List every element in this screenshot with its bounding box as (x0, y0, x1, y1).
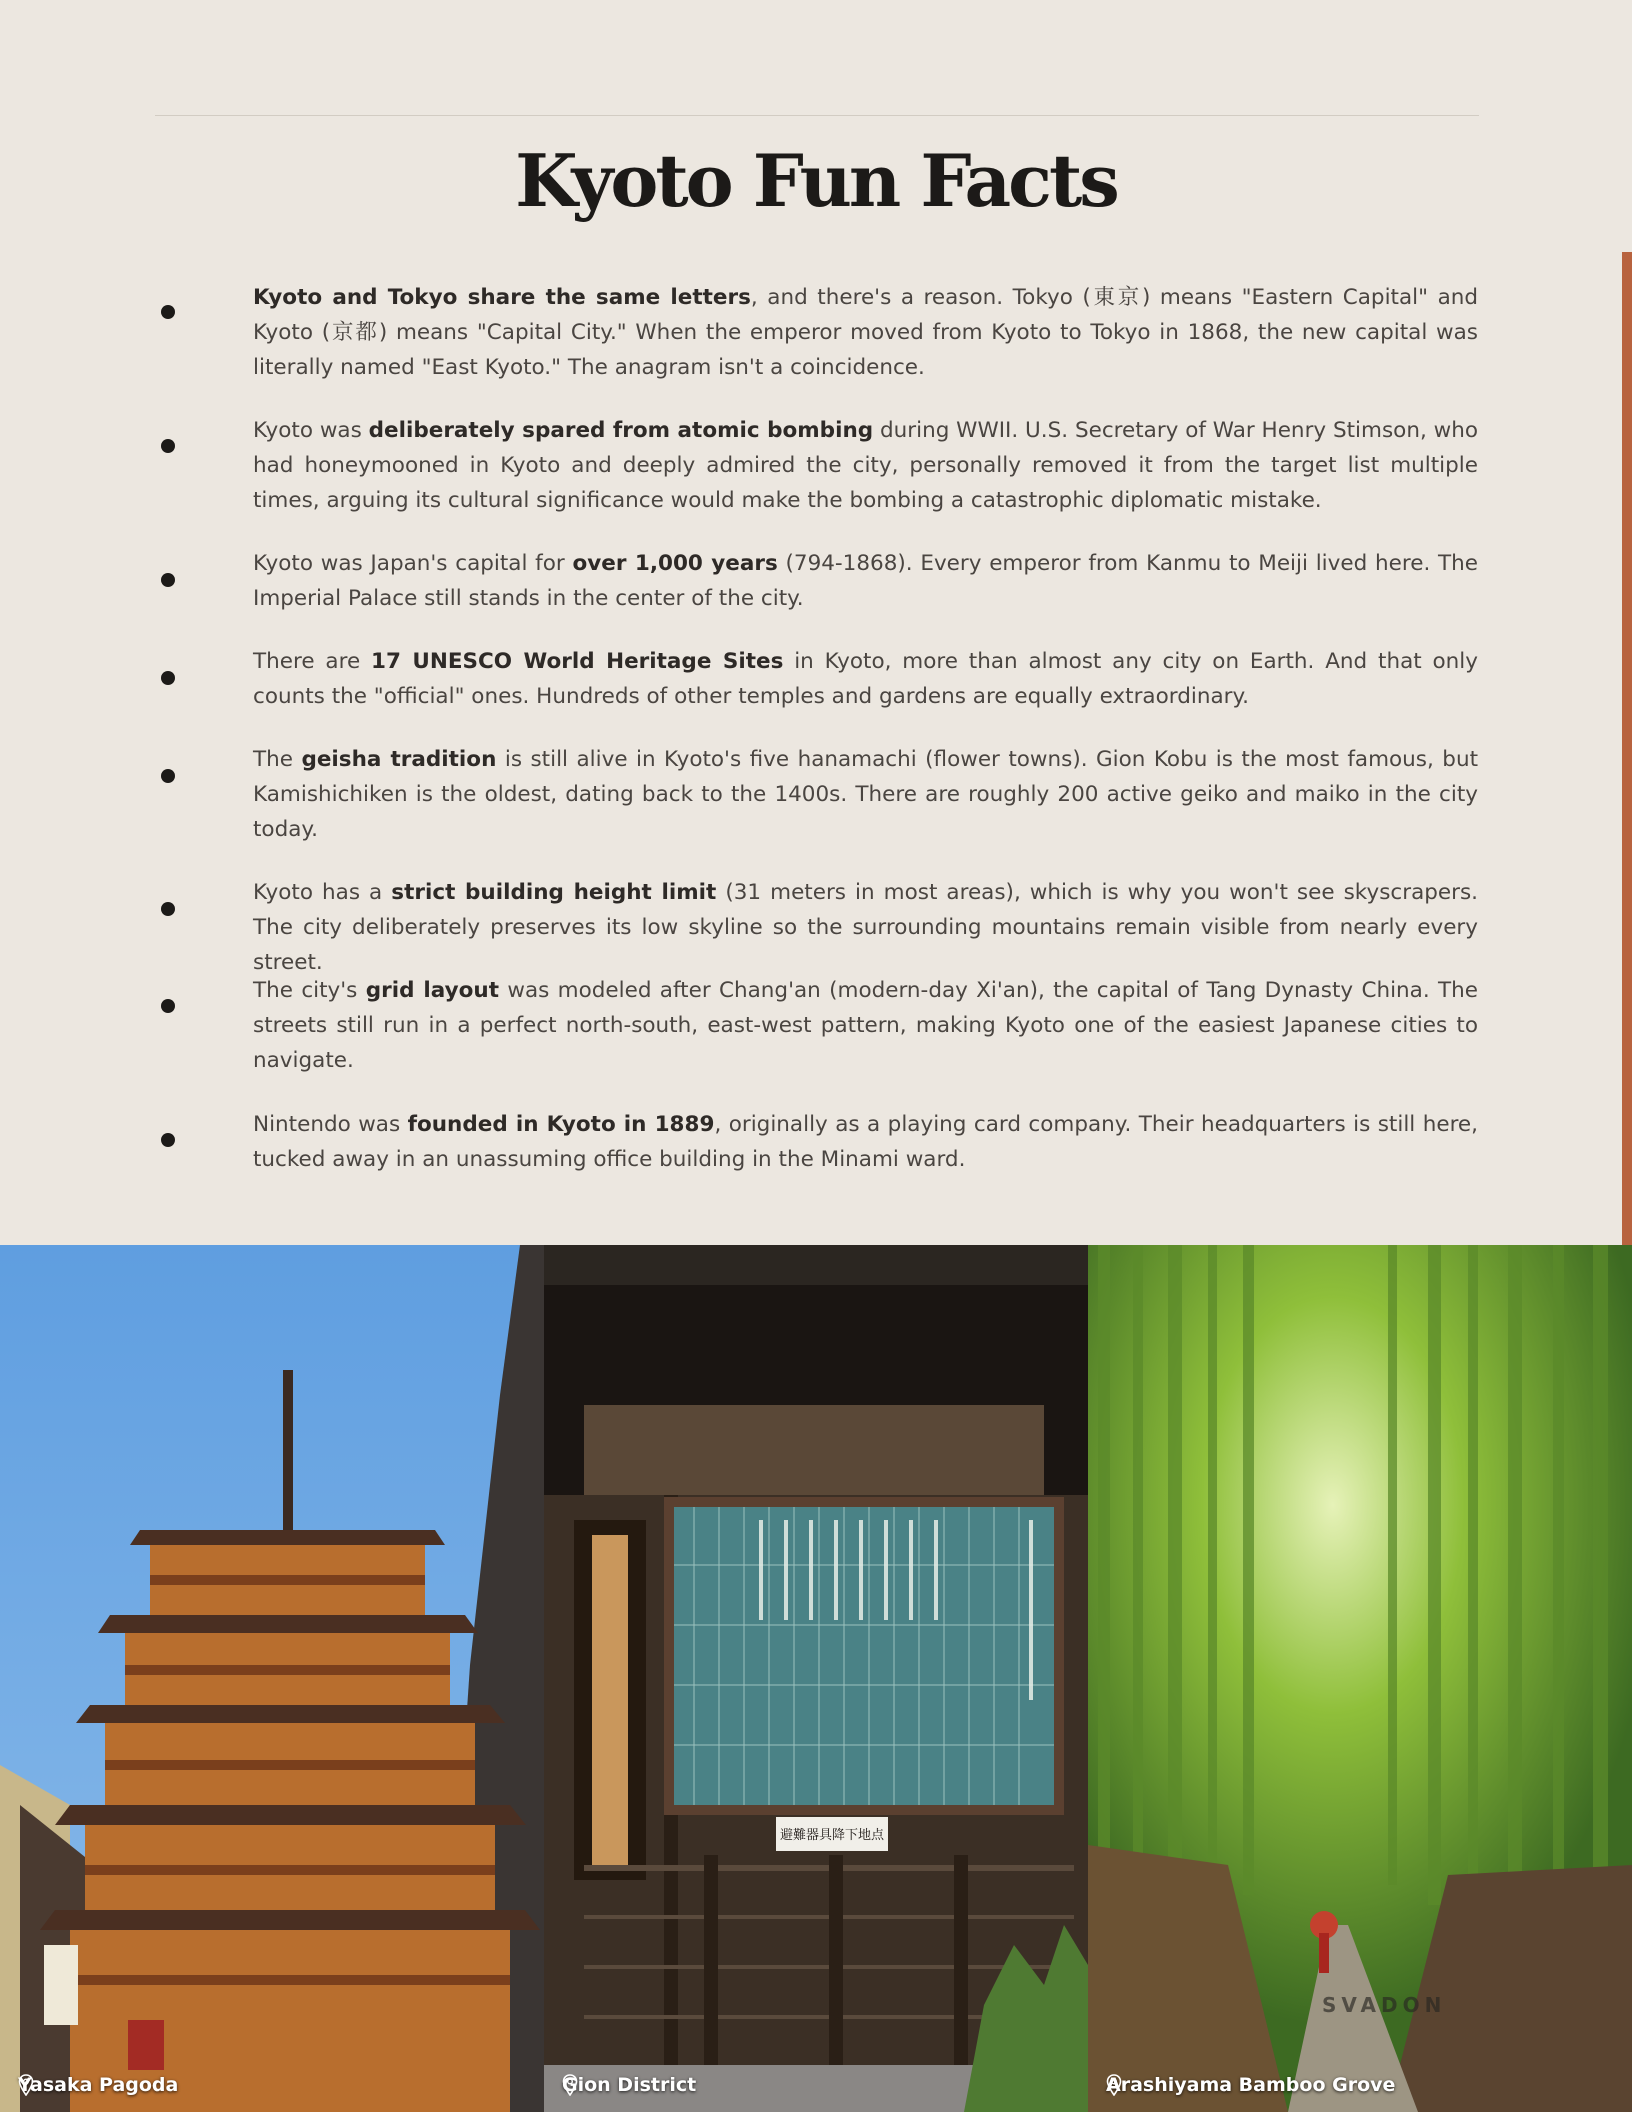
photo-yasaka-pagoda[interactable] (0, 1245, 544, 2112)
bullet-icon (161, 769, 175, 783)
fact-text: The city's grid layout was modeled after Chang'an (modern-day Xi'an), the capital of Tang Dynasty China. The streets still run in a perfect north-south, east-west pattern, making Kyoto one of the easiest Japanese cities to navigate. (253, 978, 1479, 1073)
photo-gion-district[interactable] (544, 1245, 1088, 2112)
watermark: SVADON (1322, 1993, 1447, 2017)
bullet-icon (161, 439, 175, 453)
caption-text: Yasaka Pagoda (18, 2074, 179, 2096)
fact-text: The geisha tradition is still alive in Kyoto's five hanamachi (flower towns). Gion Kobu is the most famous, but Kamishichiken is the oldest, dating back to the 1400s. There are roughly 200 active geiko and maiko in the city today. (253, 747, 1479, 842)
gion-board-illustration (544, 1245, 1088, 2112)
fact-text: Kyoto was Japan's capital for over 1,000 years (794-1868). Every emperor from Kanmu to Meiji lived here. The Imperial Palace still stands in the center of the city. (253, 551, 1479, 611)
location-pin-icon (1106, 2074, 1122, 2096)
photo-caption (18, 2074, 178, 2096)
fact-text: There are 17 UNESCO World Heritage Sites in Kyoto, more than almost any city on Earth. And that only counts the "official" ones. Hundreds of other temples and gardens are equally extraordinary. (253, 649, 1478, 709)
fact-text: Kyoto and Tokyo share the same letters, and there's a reason. Tokyo (東京) means "Eastern Capital" and Kyoto (京都) means "Capital City." When the emperor moved from Kyoto to Tokyo in 1868, the new capital was literally named "East Kyoto." The anagram isn't a coincidence. (253, 285, 1479, 380)
bullet-icon (161, 671, 175, 685)
gion-sign-text: 避難器具降下地点 (779, 1828, 885, 1843)
photo-caption (562, 2074, 696, 2096)
bamboo-grove-illustration (1088, 1245, 1632, 2112)
caption-text: Gion District (562, 2074, 697, 2096)
photo-caption (1106, 2074, 1395, 2096)
location-pin-icon (18, 2074, 34, 2096)
bullet-icon (161, 999, 175, 1013)
top-divider (155, 115, 1479, 116)
bullet-icon (161, 573, 175, 587)
bullet-icon (161, 1133, 175, 1147)
bullet-icon (161, 305, 175, 319)
photo-arashiyama-bamboo-grove[interactable] (1088, 1245, 1632, 2112)
fact-text: Kyoto was deliberately spared from atomic bombing during WWII. U.S. Secretary of War Henry Stimson, who had honeymooned in Kyoto and deeply admired the city, personally removed it from the target list multiple times, arguing its cultural significance would make the bombing a catastrophic diplomatic mistake. (253, 418, 1478, 513)
pagoda-illustration (0, 1245, 544, 2112)
location-pin-icon (562, 2074, 578, 2096)
caption-text: Arashiyama Bamboo Grove (1106, 2074, 1396, 2096)
photo-gallery (0, 1245, 1632, 2112)
bullet-icon (161, 902, 175, 916)
fact-text: Kyoto has a strict building height limit (31 meters in most areas), which is why you won't see skyscrapers. The city deliberately preserves its low skyline so the surrounding mountains remain visible from nearly every street. (253, 880, 1479, 975)
fact-text: Nintendo was founded in Kyoto in 1889, originally as a playing card company. Their headquarters is still here, tucked away in an unassuming office building in the Minami ward. (253, 1112, 1478, 1172)
page-title: Kyoto Fun Facts (515, 138, 1117, 223)
